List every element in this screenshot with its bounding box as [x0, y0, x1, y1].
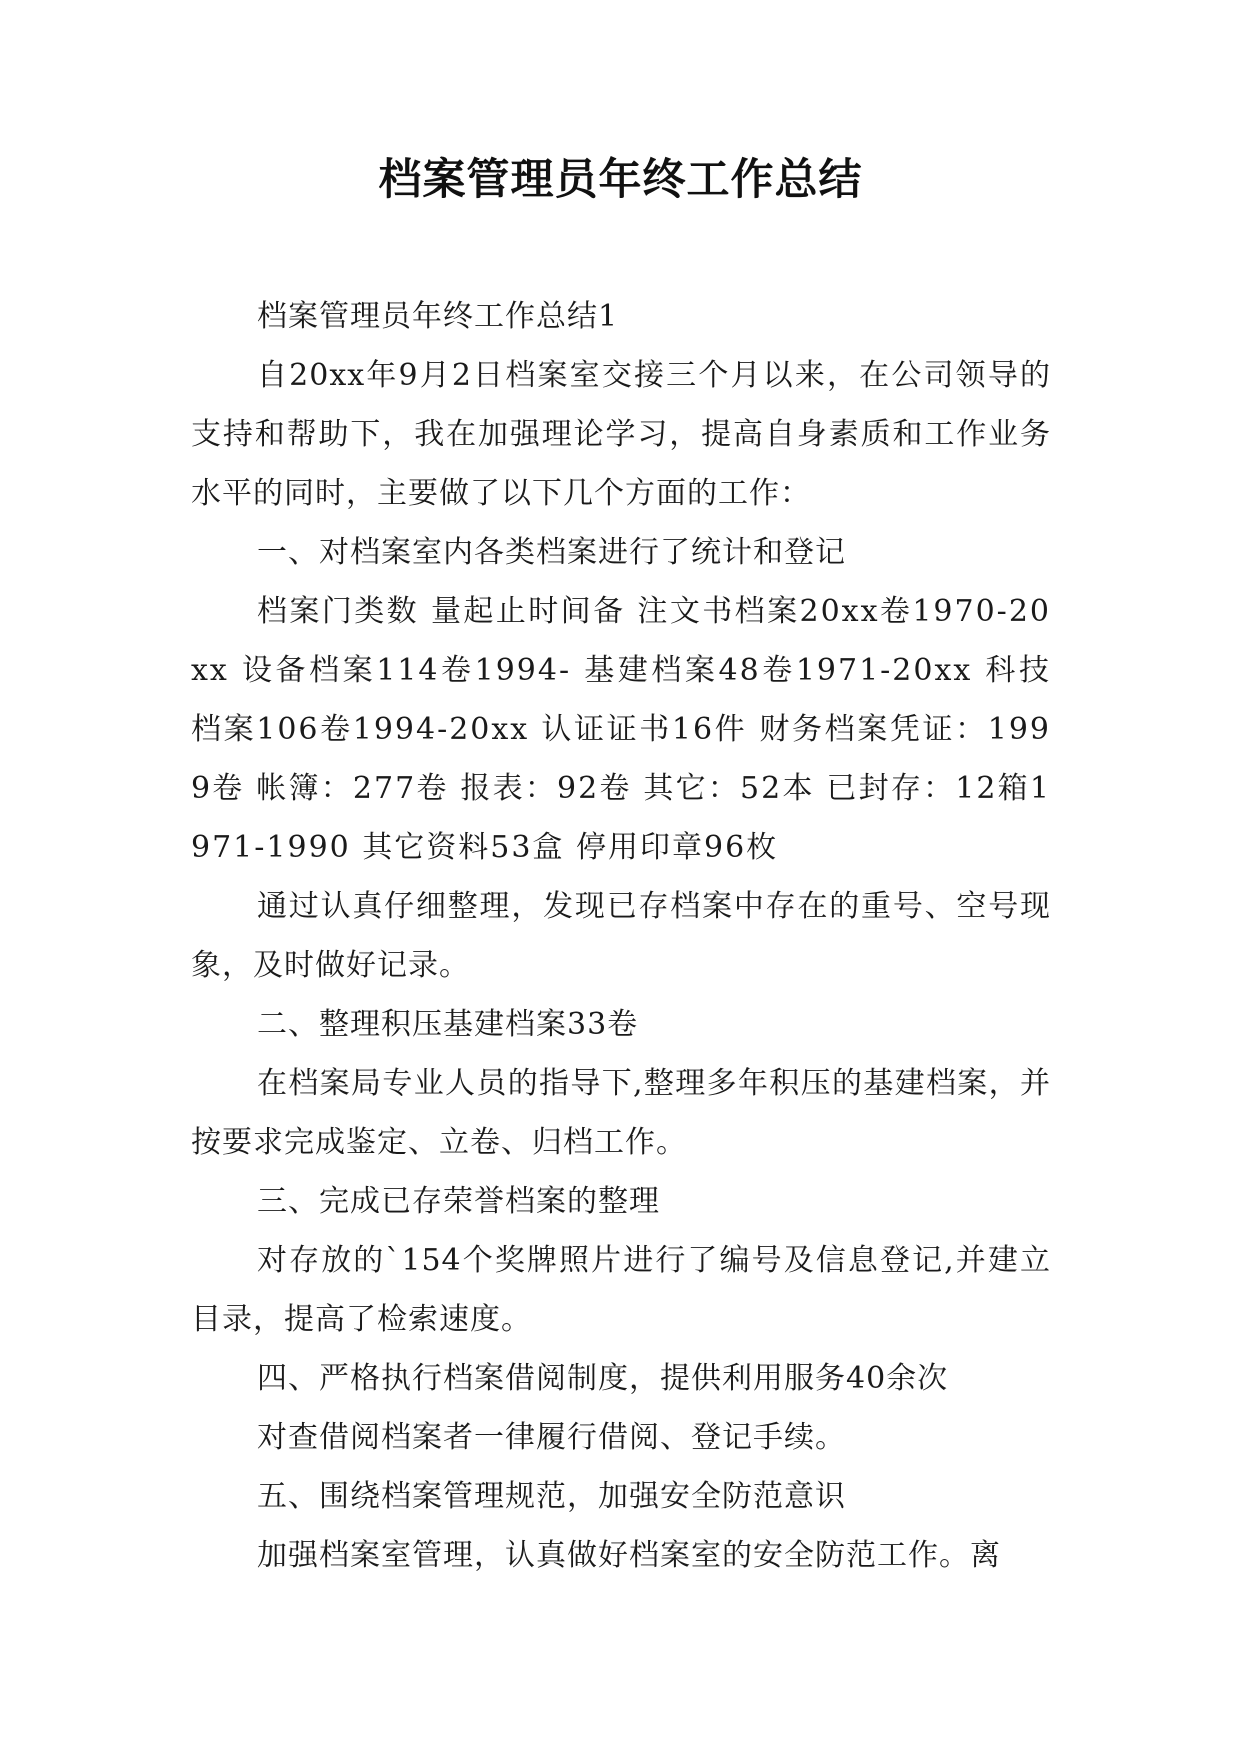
paragraph: 自20xx年9月2日档案室交接三个月以来，在公司领导的支持和帮助下，我在加强理论学习，提高自身素质和工作业务水平的同时，主要做了以下几个方面的工作： [191, 358, 1051, 511]
section-heading: 三、完成已存荣誉档案的整理 [257, 1184, 660, 1219]
paragraph: 在档案局专业人员的指导下,整理多年积压的基建档案，并按要求完成鉴定、立卷、归档工作。 [191, 1066, 1051, 1160]
paragraph: 对查借阅档案者一律履行借阅、登记手续。 [257, 1420, 846, 1455]
paragraph: 对存放的`154个奖牌照片进行了编号及信息登记,并建立目录，提高了检索速度。 [191, 1243, 1051, 1337]
paragraph: 通过认真仔细整理，发现已存档案中存在的重号、空号现象，及时做好记录。 [191, 889, 1051, 983]
section-heading: 二、整理积压基建档案33卷 [257, 1007, 639, 1042]
section-heading: 五、围绕档案管理规范，加强安全防范意识 [257, 1479, 846, 1514]
paragraph: 加强档案室管理，认真做好档案室的安全防范工作。离 [257, 1538, 1001, 1573]
document-title: 档案管理员年终工作总结 [378, 155, 863, 205]
archive-statistics-paragraph: 档案门类数 量起止时间备 注文书档案20xx卷1970-20xx 设备档案114卷1994- 基建档案48卷1971-20xx 科技档案106卷1994-20xx 认证证书16件 财务档案凭证：1999卷 帐簿：277卷 报表：92卷 其它：52本 已封存：12箱1971-1990 其它资料53盒 停用印章96枚 [191, 594, 1051, 865]
section-heading: 四、严格执行档案借阅制度，提供利用服务40余次 [257, 1361, 949, 1396]
section-heading: 档案管理员年终工作总结1 [257, 299, 619, 334]
section-heading: 一、对档案室内各类档案进行了统计和登记 [257, 535, 846, 570]
document-body [191, 287, 1051, 1585]
